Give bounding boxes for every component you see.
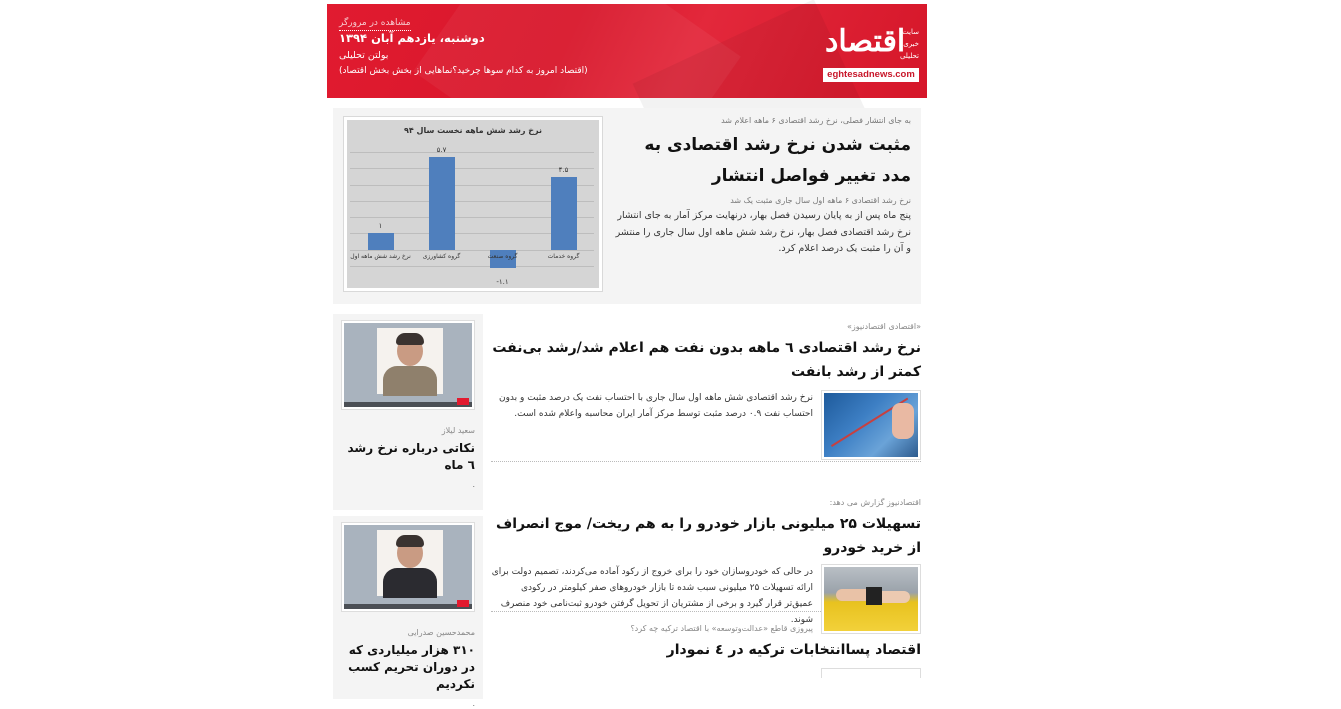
bar-category-label: گروه کشاورزی [422, 252, 461, 260]
author-photo [341, 522, 475, 612]
header-info [339, 18, 599, 76]
news-kicker: «اقتصادی اقتصادنیوز» [846, 322, 921, 331]
opinion-title-link[interactable]: ۳۱۰ هزار میلیاردی که در دوران تحریم کسب نکردیم [348, 643, 475, 691]
bar-value-label: ۱ [378, 222, 383, 231]
logo-badge-icon [457, 398, 469, 405]
author-name: محمدحسین صدرایی [407, 628, 475, 637]
news-title-link[interactable]: تسهیلات ۲۵ میلیونی بازار خودرو را به هم ریخت/ موج انصراف از خرید خودرو [495, 516, 921, 556]
chart-title: نرخ رشد شش ماهه نخست سال ۹۴ [403, 126, 543, 135]
bulletin-note: (اقتصاد امروز به کدام سوها چرخید؟نماهایی از بخش بخش اقتصاد) [339, 66, 588, 76]
view-in-browser-link[interactable]: مشاهده در مرورگر [339, 18, 411, 31]
newsletter-page [327, 4, 927, 708]
news-kicker: اقتصادنیوز گزارش می دهد: [829, 498, 921, 507]
author-name: سعید لیلاز [441, 426, 475, 435]
featured-title-link[interactable]: مثبت شدن نرخ رشد اقتصادی به مدد تغییر فواصل انتشار [644, 135, 911, 186]
bar-value-label: ۴.۵ [558, 165, 569, 174]
bar-category-label: گروه صنعت [487, 252, 518, 260]
featured-text [611, 114, 911, 258]
author-photo [341, 320, 475, 410]
logo-badge-icon [457, 600, 469, 607]
opinion-title-link[interactable]: نکاتی درباره نرخ رشد ٦ ماه [347, 441, 475, 472]
featured-body: پنج ماه پس از به پایان رسیدن فصل بهار، درنهایت مرکز آمار به جای انتشار نرخ رشد اقتصادی فصل بهار، نرخ رشد شش ماهه اول سال جاری را منتشر و آن را مثبت یک درصد اعلام کرد. [615, 210, 911, 254]
news-thumbnail[interactable] [821, 668, 921, 678]
logo-tagline-line: تحلیلی [899, 52, 919, 60]
gridline [350, 266, 594, 267]
bar-category-label: گروه خدمات [547, 252, 580, 260]
chart-bar [551, 177, 577, 250]
news-thumbnail[interactable] [821, 390, 921, 460]
logo-tagline-line: سایت [902, 28, 919, 36]
header-banner [327, 4, 927, 98]
bar-category-label: نرخ رشد شش ماهه اول [350, 252, 411, 260]
featured-article [333, 108, 921, 304]
featured-chart-image[interactable] [343, 116, 603, 292]
logo-url: eghtesadnews.com [823, 68, 919, 82]
logo-wordmark: اقتصاد [825, 24, 906, 59]
news-kicker: پیروزی قاطع «عدالت‌وتوسعه» با اقتصاد ترکیه چه کرد؟ [630, 624, 813, 633]
chart-bar [429, 157, 455, 250]
chart-plot-area [350, 144, 594, 286]
news-item [491, 320, 921, 462]
bar-value-label: ۵.۷ [436, 146, 447, 154]
news-item [491, 612, 921, 662]
opinion-footer: . [472, 480, 475, 489]
opinion-card[interactable] [333, 314, 483, 510]
logo-tagline [895, 26, 919, 62]
chart-bar [368, 233, 394, 249]
featured-lead: نرخ رشد اقتصادی ۶ ماهه اول سال جاری مثبت یک شد [730, 196, 911, 205]
news-list [491, 320, 921, 678]
bar-chart [347, 120, 599, 288]
bulletin-date: دوشنبه، یازدهم آبان ۱۳۹۴ [339, 31, 485, 45]
news-title-link[interactable]: اقتصاد پساانتخابات ترکیه در ٤ نمودار [666, 642, 921, 658]
growth-chart-thumbnail [824, 393, 918, 457]
gridline [350, 152, 594, 153]
site-logo[interactable] [823, 22, 919, 82]
news-title-link[interactable]: نرخ رشد اقتصادی ٦ ماهه بدون نفت هم اعلام شد/رشد بی‌نفت کمتر از رشد بانفت [492, 340, 921, 380]
gridline [350, 250, 594, 251]
news-summary: در حالی که خودروسازان خود را برای خروج از رکود آماده می‌کردند، تصمیم دولت برای ارائه تسهیلات ۲۵ میلیونی سبب شده تا بازار خودروهای صفر کیلومتر در رکودی عمیق‌تر قرار گیرد و برخی از مشتریان از تحویل گرفتن خودرو ثبت‌نامی خود منصرف شوند. [491, 567, 813, 625]
opinion-footer: . [472, 699, 475, 708]
opinion-card[interactable] [333, 516, 483, 708]
news-summary: نرخ رشد اقتصادی شش ماهه اول سال جاری با احتساب نفت یک درصد مثبت و بدون احتساب نفت ۰.۹ درصد مثبت توسط مرکز آمار ایران محاسبه واعلام شده است. [498, 393, 813, 419]
featured-kicker: به جای انتشار فصلی، نرخ رشد اقتصادی ۶ ماهه اعلام شد [721, 116, 911, 125]
bar-value-label: -۱.۱ [496, 277, 509, 286]
bulletin-type: بولتن تحلیلی [339, 50, 389, 61]
logo-tagline-line: خبری [903, 40, 919, 48]
news-item [491, 462, 921, 625]
